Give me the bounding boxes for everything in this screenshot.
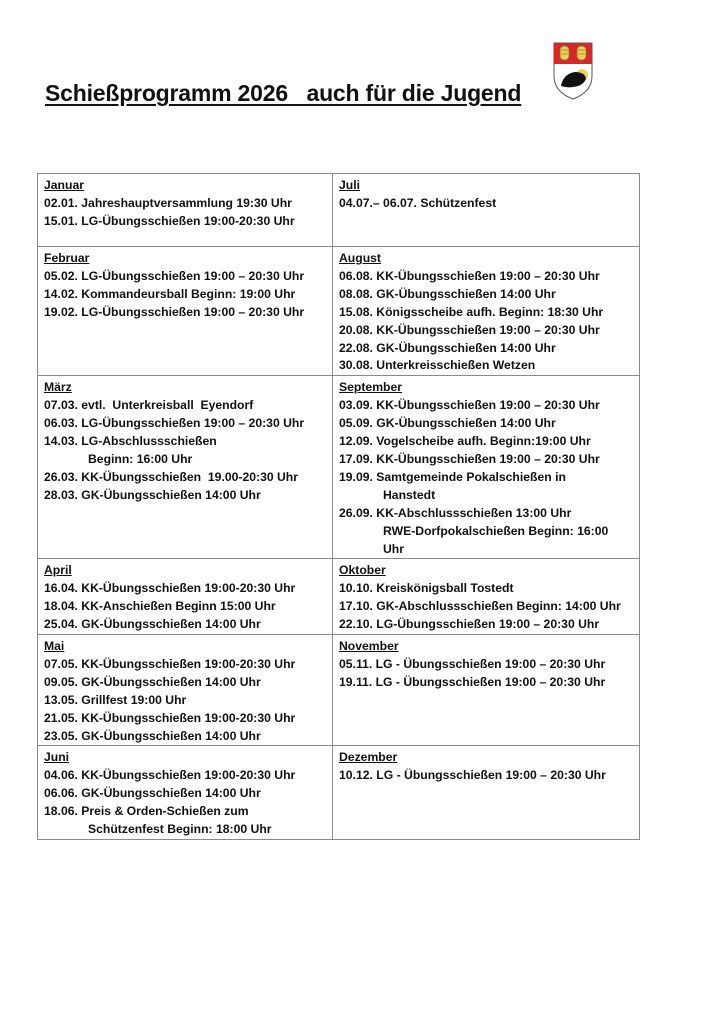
event-item: 07.05. KK-Übungsschießen 19:00-20:30 Uhr: [44, 656, 296, 671]
event-item: 16.04. KK-Übungsschießen 19:00-20:30 Uhr: [44, 581, 296, 596]
event-item: 15.01. LG-Übungsschießen 19:00-20:30 Uhr: [44, 213, 295, 228]
month-heading: März: [44, 380, 72, 395]
month-heading: September: [339, 380, 402, 395]
month-cell-april: [38, 559, 333, 635]
event-item: 08.08. GK-Übungsschießen 14:00 Uhr: [339, 286, 556, 301]
event-item: 04.06. KK-Übungsschießen 19:00-20:30 Uhr: [44, 768, 296, 783]
month-heading: Juli: [339, 178, 360, 192]
month-cell-september: [333, 376, 640, 559]
event-item: 14.02. Kommandeursball Beginn: 19:00 Uhr: [44, 286, 296, 301]
event-item: 19.02. LG-Übungsschießen 19:00 – 20:30 Uhr: [44, 304, 305, 319]
table-row: [38, 635, 640, 746]
event-item: 30.08. Unterkreisschießen Wetzen: [339, 358, 536, 373]
event-item-continuation: Schützenfest Beginn: 18:00 Uhr: [88, 822, 272, 837]
event-item-continuation: Hanstedt: [383, 487, 436, 502]
table-row: [38, 746, 640, 840]
month-heading: Februar: [44, 251, 90, 265]
month-heading: Januar: [44, 178, 84, 192]
event-item: 26.03. KK-Übungsschießen 19.00-20:30 Uhr: [44, 469, 298, 484]
month-cell-oktober: [333, 559, 640, 635]
event-item: 25.04. GK-Übungsschießen 14:00 Uhr: [44, 617, 261, 632]
event-item: 19.09. Samtgemeinde Pokalschießen in: [339, 469, 566, 484]
event-item: 06.08. KK-Übungsschießen 19:00 – 20:30 Uhr: [339, 268, 600, 283]
event-item: 09.05. GK-Übungsschießen 14:00 Uhr: [44, 674, 261, 689]
event-item: 14.03. LG-Abschlussschießen: [44, 434, 217, 449]
event-item: 05.02. LG-Übungsschießen 19:00 – 20:30 Uhr: [44, 268, 305, 283]
month-heading: Oktober: [339, 563, 386, 578]
event-item: 12.09. Vogelscheibe aufh. Beginn:19:00 Uhr: [339, 434, 591, 449]
month-heading: Mai: [44, 639, 65, 654]
page-title: Schießprogramm 2026 auch für die Jugend: [45, 80, 522, 106]
month-heading: August: [339, 251, 381, 265]
month-cell-august: [333, 247, 640, 376]
month-heading: Juni: [44, 750, 70, 765]
event-item-continuation: Uhr: [383, 541, 404, 556]
event-item: 22.08. GK-Übungsschießen 14:00 Uhr: [339, 340, 556, 355]
event-item: 28.03. GK-Übungsschießen 14:00 Uhr: [44, 487, 261, 502]
event-item: 06.03. LG-Übungsschießen 19:00 – 20:30 Uhr: [44, 416, 305, 431]
event-item-continuation: Beginn: 16:00 Uhr: [88, 451, 193, 466]
event-item: 15.08. Königsscheibe aufh. Beginn: 18:30 Uhr: [339, 304, 604, 319]
event-item: 23.05. GK-Übungsschießen 14:00 Uhr: [44, 728, 261, 743]
event-item: 17.10. GK-Abschlussschießen Beginn: 14:00 Uhr: [339, 599, 621, 614]
event-item: 17.09. KK-Übungsschießen 19:00 – 20:30 Uhr: [339, 451, 600, 466]
schedule-table: [37, 173, 640, 840]
event-item: 04.07.– 06.07. Schützenfest: [339, 195, 497, 210]
month-cell-februar: [38, 247, 333, 376]
event-item: 18.04. KK-Anschießen Beginn 15:00 Uhr: [44, 599, 276, 614]
month-cell-januar: [38, 174, 333, 247]
coat-of-arms-icon: [553, 42, 593, 100]
event-item: 22.10. LG-Übungsschießen 19:00 – 20:30 Uhr: [339, 617, 600, 632]
month-heading: Dezember: [339, 750, 398, 765]
month-cell-juli: [333, 174, 640, 247]
month-cell-maerz: [38, 376, 333, 559]
table-row: [38, 247, 640, 376]
month-cell-november: [333, 635, 640, 746]
event-item: 05.09. GK-Übungsschießen 14:00 Uhr: [339, 416, 556, 431]
event-item: 19.11. LG - Übungsschießen 19:00 – 20:30 Uhr: [339, 674, 606, 689]
event-item: 10.10. Kreiskönigsball Tostedt: [339, 581, 514, 596]
month-cell-juni: [38, 746, 333, 840]
table-row: [38, 376, 640, 559]
event-item: 13.05. Grillfest 19:00 Uhr: [44, 692, 187, 707]
table-row: [38, 559, 640, 635]
month-heading: November: [339, 639, 399, 654]
month-cell-mai: [38, 635, 333, 746]
event-item: 03.09. KK-Übungsschießen 19:00 – 20:30 Uhr: [339, 398, 600, 413]
event-item: 21.05. KK-Übungsschießen 19:00-20:30 Uhr: [44, 710, 296, 725]
event-item: 10.12. LG - Übungsschießen 19:00 – 20:30 Uhr: [339, 768, 606, 783]
event-item: 06.06. GK-Übungsschießen 14:00 Uhr: [44, 786, 261, 801]
event-item: 02.01. Jahreshauptversammlung 19:30 Uhr: [44, 195, 292, 210]
month-cell-dezember: [333, 746, 640, 840]
table-row: [38, 174, 640, 247]
event-item: 20.08. KK-Übungsschießen 19:00 – 20:30 Uhr: [339, 322, 600, 337]
month-heading: April: [44, 563, 72, 578]
event-item: 05.11. LG - Übungsschießen 19:00 – 20:30 Uhr: [339, 656, 606, 671]
event-item: 18.06. Preis & Orden-Schießen zum: [44, 804, 249, 819]
event-item: 07.03. evtl. Unterkreisball Eyendorf: [44, 398, 254, 413]
event-item-continuation: RWE-Dorfpokalschießen Beginn: 16:00: [383, 523, 609, 538]
event-item: 26.09. KK-Abschlussschießen 13:00 Uhr: [339, 505, 572, 520]
